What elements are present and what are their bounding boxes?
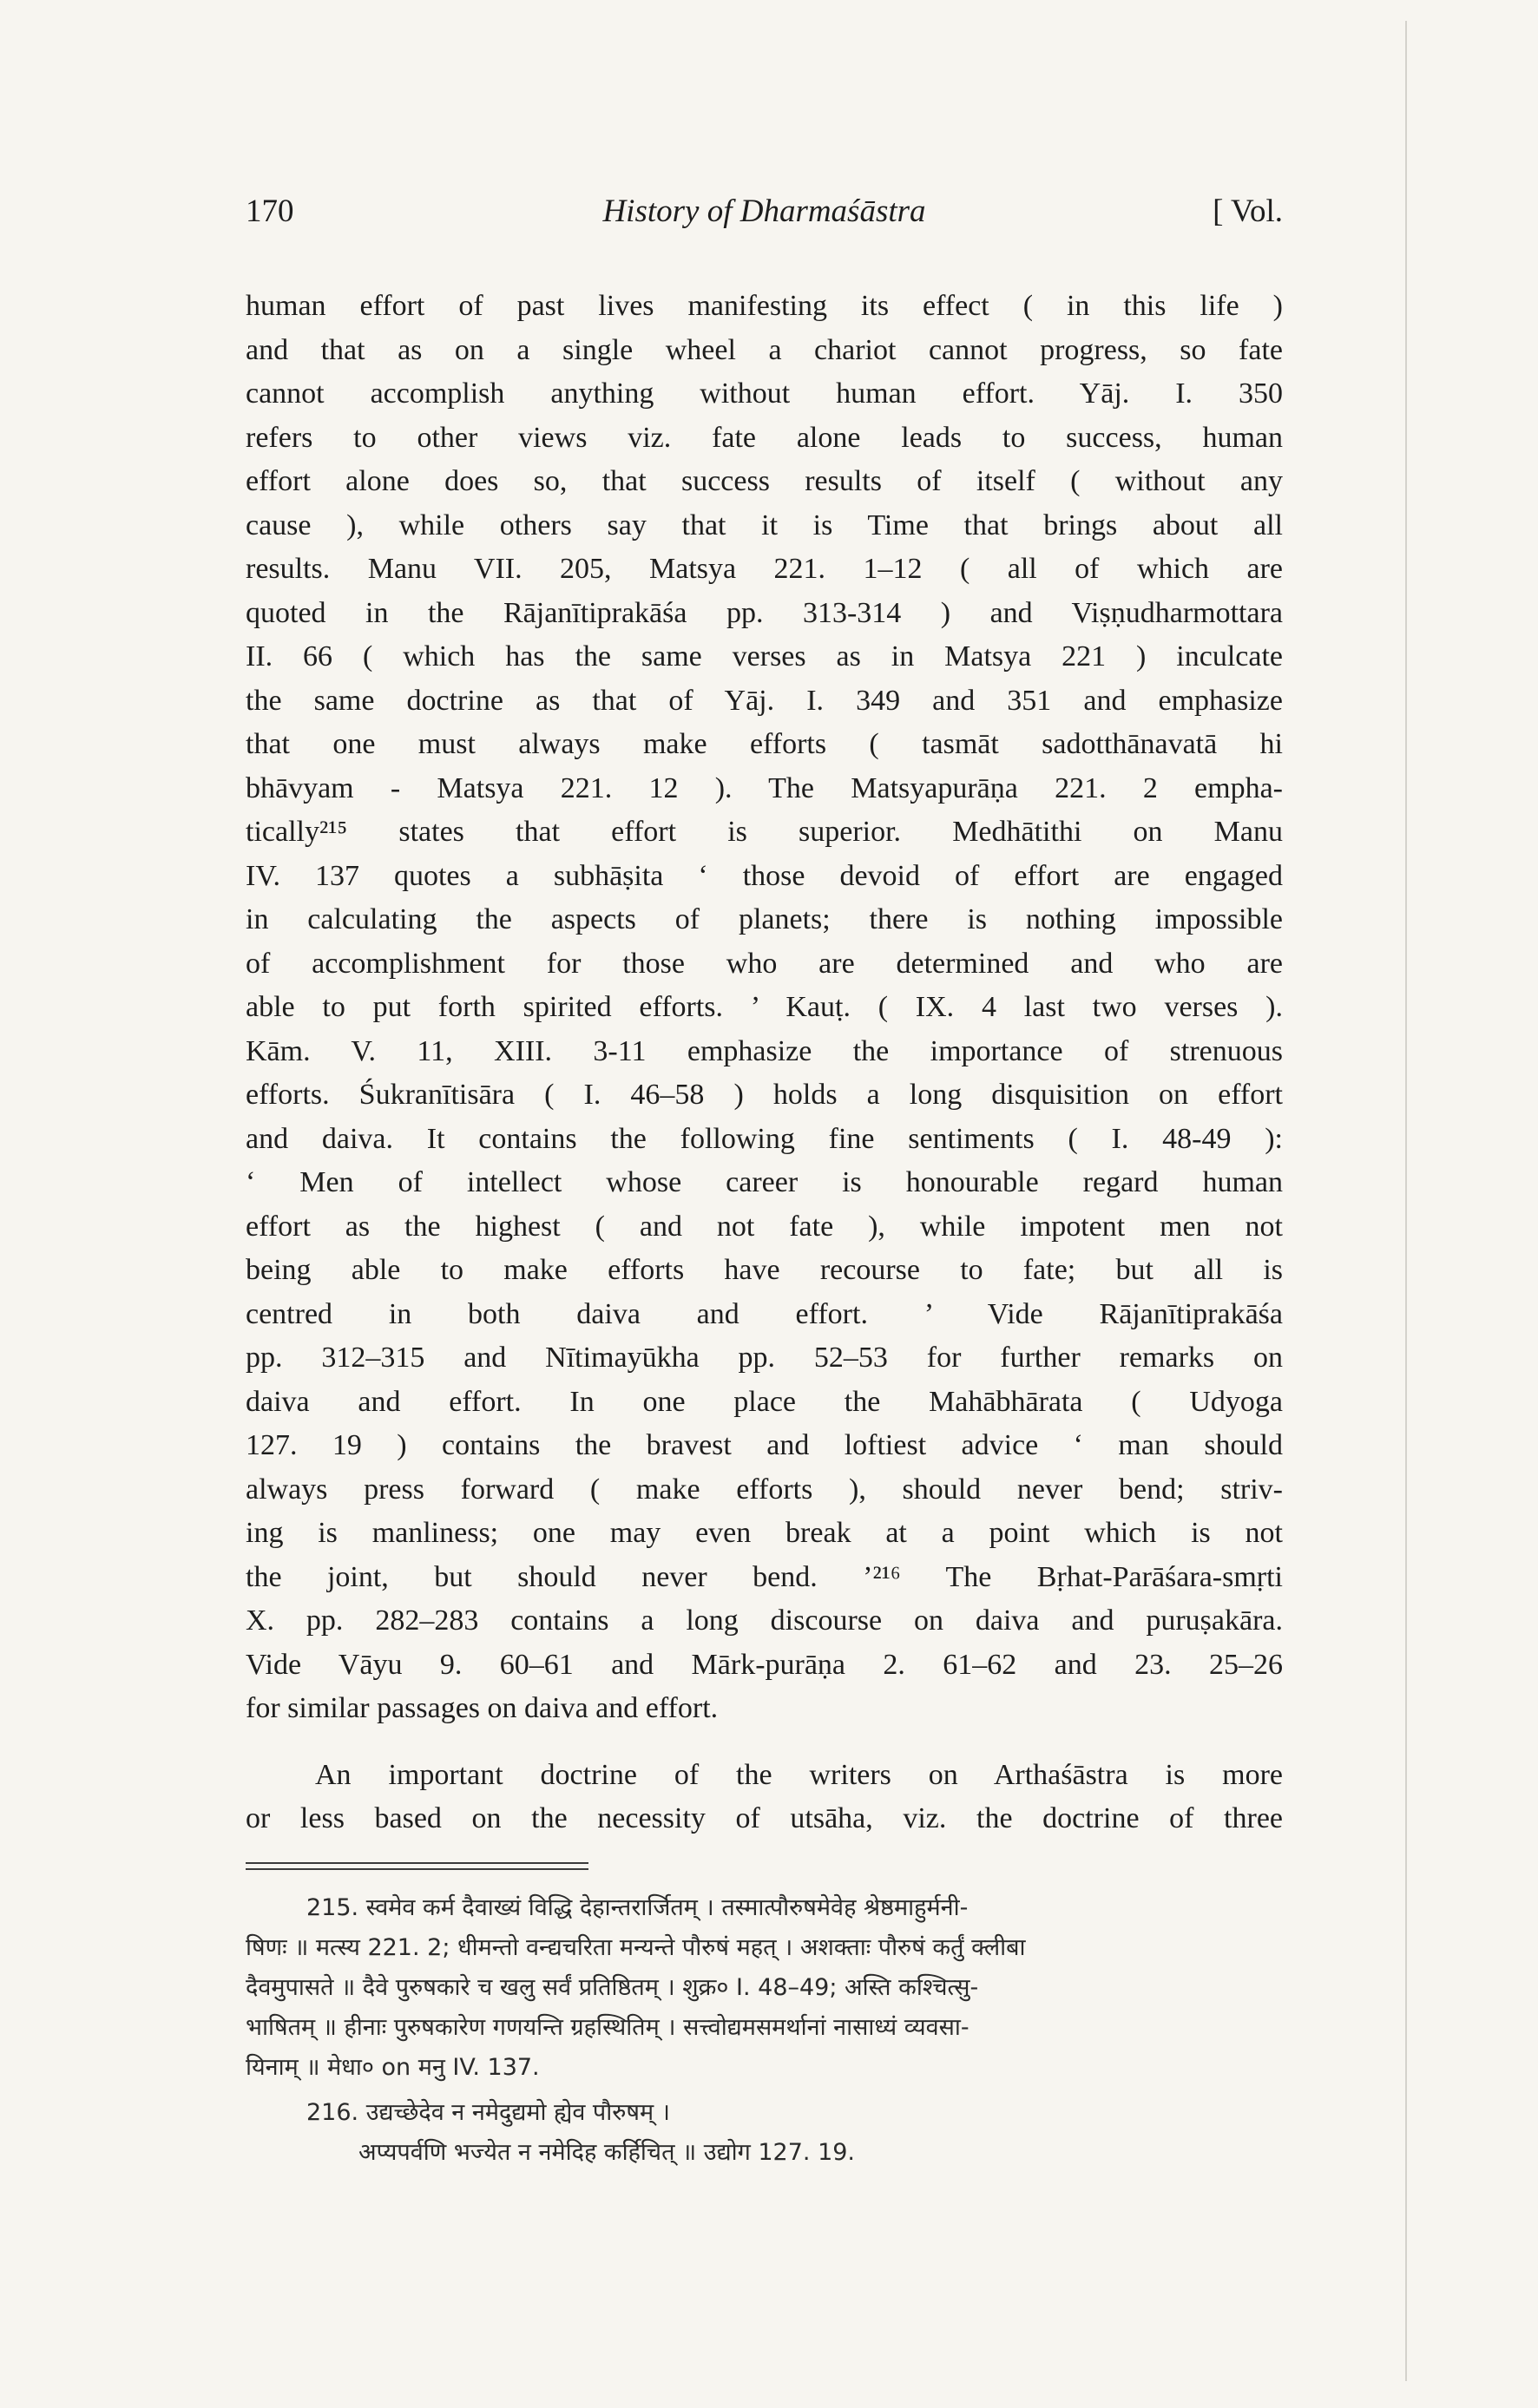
text-line: always press forward ( make efforts ), should never bend; striv- [246, 1473, 1283, 1506]
page-header [246, 193, 1283, 245]
text-line: Kām. V. 11, XIII. 3-11 emphasize the importance of strenuous [246, 1034, 1283, 1067]
text-line: bhāvyam - Matsya 221. 12 ). The Matsyapurāṇa 221. 2 empha- [246, 771, 1283, 804]
footnote-line: यिनाम् ॥ मेधा० on मनु IV. 137. [246, 2054, 540, 2081]
text-line: ing is manliness; one may even break at a point which is not [246, 1517, 1283, 1549]
text-line: efforts. Śukranītisāra ( I. 46–58 ) holds a long disquisition on effort [246, 1079, 1283, 1111]
footnote-line: दैवमुपासते ॥ दैवे पुरुषकारे च खलु सर्वं प्रतिष्ठितम् । शुक्र० I. 48–49; अस्ति कश्चित्सु- [246, 1974, 979, 2001]
footnotes [246, 1888, 1313, 2173]
text-line: being able to make efforts have recourse to fate; but all is [246, 1254, 1283, 1286]
footnote-divider [246, 1862, 588, 1870]
text-line: or less based on the necessity of utsāha, viz. the doctrine of three [246, 1802, 1283, 1834]
text-line: pp. 312–315 and Nītimayūkha pp. 52–53 for further remarks on [246, 1342, 1283, 1374]
footnote-line: अप्यपर्वणि भज्येत न नमेदिह कर्हिचित् ॥ उद्योग 127. 19. [358, 2139, 856, 2166]
footnote-line: 216. उद्यच्छेदेव न नमेदुद्यमो ह्येव पौरुषम् । [306, 2099, 670, 2126]
text-line: that one must always make efforts ( tasmāt sadotthānavatā hi [246, 728, 1283, 760]
text-line: for similar passages on daiva and effort. [246, 1692, 719, 1724]
footnote-line: 215. स्वमेव कर्म दैवाख्यं विद्धि देहान्तरार्जितम् । तस्मात्पौरुषमेवेह श्रेष्ठमाहुर्मनी- [306, 1894, 969, 1921]
text-line: effort as the highest ( and not fate ), while impotent men not [246, 1210, 1283, 1243]
footnote-line: भाषितम् ॥ हीनाः पुरुषकारेण गणयन्ति ग्रहस्थितिम् । सत्त्वोद्यमसमर्थानां नासाध्यं व्यवसा- [246, 2014, 969, 2041]
footnote-215 [246, 1888, 1313, 2088]
text-line: centred in both daiva and effort. ’ Vide Rājanītiprakāśa [246, 1297, 1283, 1330]
text-line: effort alone does so, that success results of itself ( without any [246, 465, 1283, 497]
text-line: daiva and effort. In one place the Mahābhārata ( Udyoga [246, 1385, 1283, 1418]
text-line: cannot accomplish anything without human effort. Yāj. I. 350 [246, 377, 1283, 410]
paragraph-gap [246, 1731, 1283, 1754]
footnote-216 [246, 2093, 1313, 2173]
text-line: ‘ Men of intellect whose career is honourable regard human [246, 1166, 1283, 1198]
text-line: cause ), while others say that it is Time that brings about all [246, 509, 1283, 541]
page-number: 170 [246, 194, 294, 229]
text-line: X. pp. 282–283 contains a long discourse on daiva and puruṣakāra. [246, 1604, 1283, 1637]
text-line: and that as on a single wheel a chariot cannot progress, so fate [246, 333, 1283, 366]
text-line: and daiva. It contains the following fine sentiments ( I. 48-49 ): [246, 1122, 1283, 1155]
text-line: Vide Vāyu 9. 60–61 and Mārk-purāṇa 2. 61–62 and 23. 25–26 [246, 1648, 1283, 1681]
body-text [246, 285, 1283, 1841]
volume-label: [ Vol. [1213, 194, 1283, 229]
text-line: of accomplishment for those who are determined and who are [246, 947, 1283, 980]
page-edge-line [1405, 21, 1407, 2381]
text-line: 127. 19 ) contains the bravest and loftiest advice ‘ man should [246, 1429, 1283, 1461]
text-line: the same doctrine as that of Yāj. I. 349 and 351 and emphasize [246, 684, 1283, 717]
paragraph-2 [246, 1754, 1283, 1841]
text-line: in calculating the aspects of planets; there is nothing impossible [246, 903, 1283, 935]
text-line: able to put forth spirited efforts. ’ Kauṭ. ( IX. 4 last two verses ). [246, 991, 1283, 1023]
running-title: History of Dharmaśāstra [602, 194, 926, 229]
paragraph-1 [246, 285, 1283, 1731]
text-line: quoted in the Rājanītiprakāśa pp. 313-314 ) and Viṣṇudharmottara [246, 596, 1283, 629]
text-line: refers to other views viz. fate alone leads to success, human [246, 421, 1283, 454]
text-line: tically²¹⁵ states that effort is superior. Medhātithi on Manu [246, 816, 1283, 848]
text-line: results. Manu VII. 205, Matsya 221. 1–12 ( all of which are [246, 553, 1283, 585]
text-line: IV. 137 quotes a subhāṣita ‘ those devoid of effort are engaged [246, 859, 1283, 892]
text-line: An important doctrine of the writers on Arthaśāstra is more [315, 1758, 1283, 1791]
footnote-line: षिणः ॥ मत्स्य 221. 2; धीमन्तो वन्द्यचरिता मन्यन्ते पौरुषं महत् । अशक्ताः पौरुषं कर्तुं क्लीबा [246, 1934, 1026, 1961]
text-line: human effort of past lives manifesting its effect ( in this life ) [246, 290, 1283, 322]
text-line: II. 66 ( which has the same verses as in Matsya 221 ) inculcate [246, 640, 1283, 673]
text-line: the joint, but should never bend. ’²¹⁶ The Bṛhat-Parāśara-smṛti [246, 1560, 1283, 1593]
